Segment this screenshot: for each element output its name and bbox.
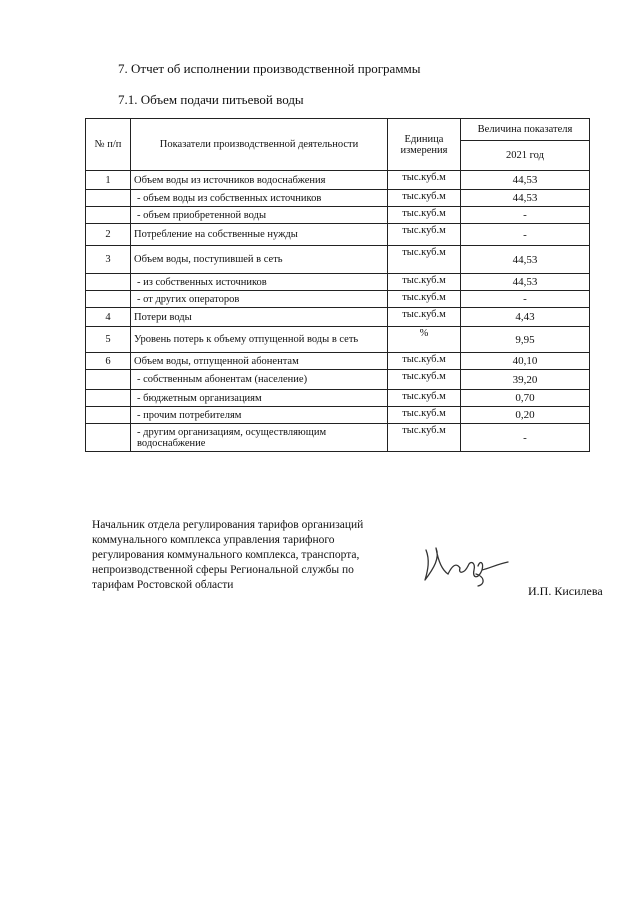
signer-name: И.П. Кисилева	[528, 584, 603, 598]
row-indicator: Объем воды, поступившей в сеть	[131, 246, 388, 274]
row-value: 44,53	[461, 246, 590, 274]
row-indicator: - из собственных источников	[131, 274, 388, 291]
table-row	[86, 207, 590, 224]
row-value: -	[461, 424, 590, 452]
row-num	[86, 390, 131, 407]
table-row	[86, 308, 590, 327]
table-row	[86, 274, 590, 291]
table-row	[86, 291, 590, 308]
header-num: № п/п	[86, 119, 131, 171]
row-num: 4	[86, 308, 131, 327]
table-body	[86, 171, 590, 452]
row-value: -	[461, 224, 590, 246]
row-num: 3	[86, 246, 131, 274]
section-title: 7. Отчет об исполнении производственной программы	[118, 61, 421, 76]
handwritten-signature	[420, 540, 510, 590]
header-indicator: Показатели производственной деятельности	[131, 119, 388, 171]
row-num	[86, 370, 131, 390]
row-indicator: - бюджетным организациям	[131, 390, 388, 407]
row-num	[86, 291, 131, 308]
row-value: 9,95	[461, 327, 590, 353]
row-unit: тыс.куб.м	[388, 274, 461, 291]
footer-position	[92, 518, 412, 593]
position-line: тарифам Ростовской области	[92, 579, 234, 591]
row-indicator: - объем приобретенной воды	[131, 207, 388, 224]
row-value: 0,20	[461, 407, 590, 424]
row-num	[86, 424, 131, 452]
row-indicator: Потери воды	[131, 308, 388, 327]
position-line: коммунального комплекса управления тарифного	[92, 534, 335, 546]
row-value: 4,43	[461, 308, 590, 327]
row-unit: тыс.куб.м	[388, 390, 461, 407]
table-row	[86, 246, 590, 274]
row-unit: тыс.куб.м	[388, 424, 461, 452]
row-indicator: - собственным абонентам (население)	[131, 370, 388, 390]
row-num	[86, 207, 131, 224]
table-row	[86, 424, 590, 452]
row-unit: тыс.куб.м	[388, 370, 461, 390]
row-value: -	[461, 207, 590, 224]
position-line: Начальник отдела регулирования тарифов организаций	[92, 519, 364, 531]
row-unit: %	[388, 327, 461, 353]
row-indicator: Объем воды из источников водоснабжения	[131, 171, 388, 190]
table-row	[86, 353, 590, 370]
row-num: 5	[86, 327, 131, 353]
table-row	[86, 190, 590, 207]
row-unit: тыс.куб.м	[388, 190, 461, 207]
row-indicator: Потребление на собственные нужды	[131, 224, 388, 246]
row-unit: тыс.куб.м	[388, 207, 461, 224]
table-row	[86, 370, 590, 390]
row-value: 44,53	[461, 190, 590, 207]
row-value: 44,53	[461, 274, 590, 291]
table-row	[86, 407, 590, 424]
header-unit: Единица измерения	[388, 119, 461, 171]
row-num	[86, 407, 131, 424]
table-row	[86, 327, 590, 353]
row-num	[86, 274, 131, 291]
row-unit: тыс.куб.м	[388, 291, 461, 308]
row-num: 6	[86, 353, 131, 370]
row-unit: тыс.куб.м	[388, 407, 461, 424]
row-value: 44,53	[461, 171, 590, 190]
row-indicator: - объем воды из собственных источников	[131, 190, 388, 207]
position-line: непроизводственной сферы Региональной службы по	[92, 564, 354, 576]
row-indicator: - другим организациям, осуществляющим водоснабжение	[131, 424, 388, 452]
row-num: 2	[86, 224, 131, 246]
position-line: регулирования коммунального комплекса, транспорта,	[92, 549, 360, 561]
row-value: 0,70	[461, 390, 590, 407]
row-indicator: Объем воды, отпущенной абонентам	[131, 353, 388, 370]
header-year: 2021 год	[461, 141, 590, 171]
water-supply-table	[85, 118, 590, 452]
header-value: Величина показателя	[461, 119, 590, 141]
table-row	[86, 171, 590, 190]
row-unit: тыс.куб.м	[388, 224, 461, 246]
row-num: 1	[86, 171, 131, 190]
row-value: -	[461, 291, 590, 308]
row-indicator: - от других операторов	[131, 291, 388, 308]
row-value: 39,20	[461, 370, 590, 390]
row-unit: тыс.куб.м	[388, 353, 461, 370]
row-unit: тыс.куб.м	[388, 246, 461, 274]
row-indicator: - прочим потребителям	[131, 407, 388, 424]
row-unit: тыс.куб.м	[388, 308, 461, 327]
subsection-title: 7.1. Объем подачи питьевой воды	[118, 92, 304, 107]
table-row	[86, 390, 590, 407]
table-row	[86, 224, 590, 246]
row-indicator: Уровень потерь к объему отпущенной воды в сеть	[131, 327, 388, 353]
row-value: 40,10	[461, 353, 590, 370]
row-unit: тыс.куб.м	[388, 171, 461, 190]
row-num	[86, 190, 131, 207]
